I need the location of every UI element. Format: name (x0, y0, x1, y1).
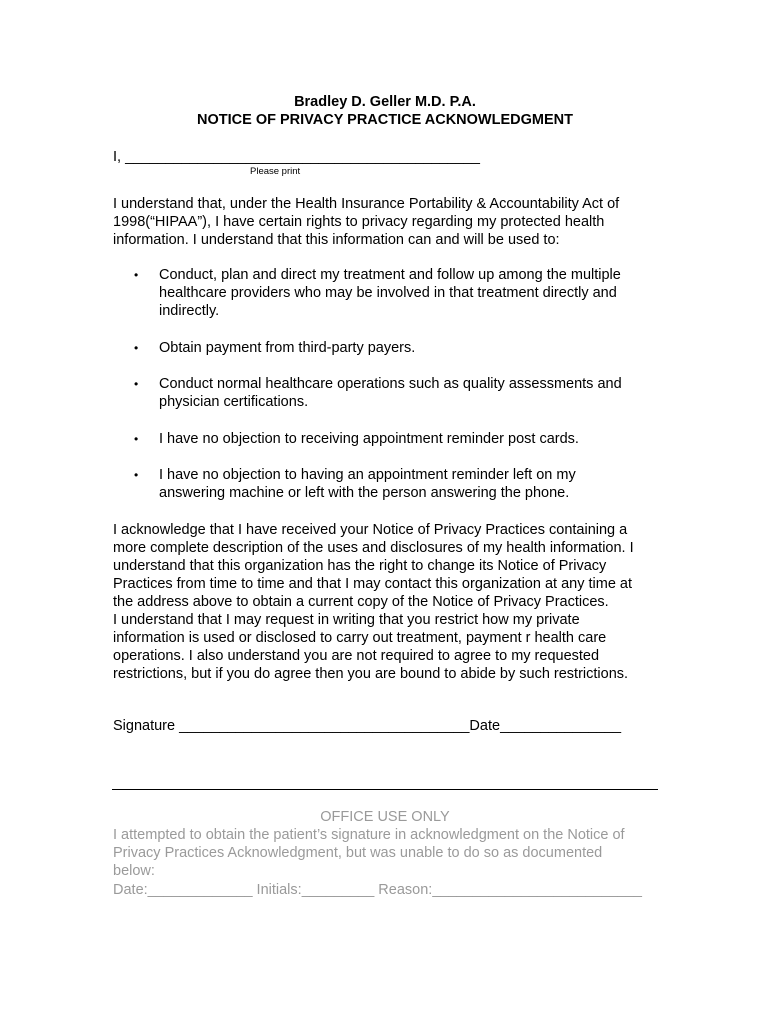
office-use-statement: I attempted to obtain the patient’s signature in acknowledgment on the Notice of Privacy Practices Acknowledgment, but was unable to do so as documented below: (113, 827, 625, 879)
office-reason-field[interactable]: __________________________ (432, 882, 642, 898)
office-date-label: Date: (113, 882, 148, 898)
office-reason-label: Reason: (378, 882, 433, 898)
signature-label: Signature (113, 718, 176, 734)
name-line (113, 148, 480, 166)
office-use-fields (113, 881, 642, 899)
intro-paragraph (113, 195, 661, 249)
acknowledgment-paragraph: I acknowledge that I have received your Notice of Privacy Practices containing a more complete description of the uses and disclosures of my health information. I understand that this organization has the right to change its Notice of Privacy Practices from time to time and that I may contact this organization at any time at the address above to obtain a current copy of the Notice of Privacy Practices. I understand that I may request in writing that you restrict how my private information is used or disclosed to carry out treatment, payment r health care operations. I also understand you are not required to agree to my requested restrictions, but if you do agree then you are bound to abide by such restrictions. (113, 522, 634, 682)
office-initials-label: Initials: (256, 882, 302, 898)
intro-line: information. I understand that this information can and will be used to: (113, 232, 560, 248)
practice-name: Bradley D. Geller M.D. P.A. (294, 94, 476, 110)
office-date-field[interactable]: _____________ (147, 882, 253, 898)
office-use-heading: OFFICE USE ONLY (320, 809, 450, 825)
bullet-icon: • (134, 468, 139, 482)
bullet-item: • I have no objection to receiving appointment reminder post cards. (134, 430, 579, 447)
name-prefix: I, (113, 149, 122, 165)
usage-bullet-list (113, 266, 673, 521)
bullet-icon: • (134, 431, 139, 446)
bullet-icon: • (134, 377, 139, 391)
please-print-caption: Please print (250, 166, 301, 177)
bullet-item: • Conduct, plan and direct my treatment and follow up among the multiple healthcare providers who may be involved in that treatment directly and indirectly. (134, 267, 621, 319)
date-label: Date (469, 718, 501, 734)
form-title: NOTICE OF PRIVACY PRACTICE ACKNOWLEDGMENT (197, 112, 573, 128)
signature-field[interactable]: ____________________________________ (179, 718, 470, 734)
bullet-icon: • (134, 268, 139, 282)
name-blank[interactable]: ____________________________________________ (125, 149, 480, 165)
bullet-icon: • (134, 340, 139, 355)
date-field[interactable]: _______________ (500, 718, 622, 734)
bullet-item: • I have no objection to having an appointment reminder left on my answering machine or left with the person answering the phone. (134, 467, 576, 501)
office-initials-field[interactable]: _________ (301, 882, 375, 898)
bullet-item: • Obtain payment from third-party payers. (134, 339, 416, 356)
bullet-item: • Conduct normal healthcare operations such as quality assessments and physician certifications. (134, 376, 622, 410)
office-use-divider (112, 789, 658, 790)
intro-line: I understand that, under the Health Insurance Portability & Accountability Act of (113, 196, 620, 212)
intro-line: 1998(“HIPAA”), I have certain rights to privacy regarding my protected health (113, 214, 605, 230)
signature-row (113, 717, 621, 735)
